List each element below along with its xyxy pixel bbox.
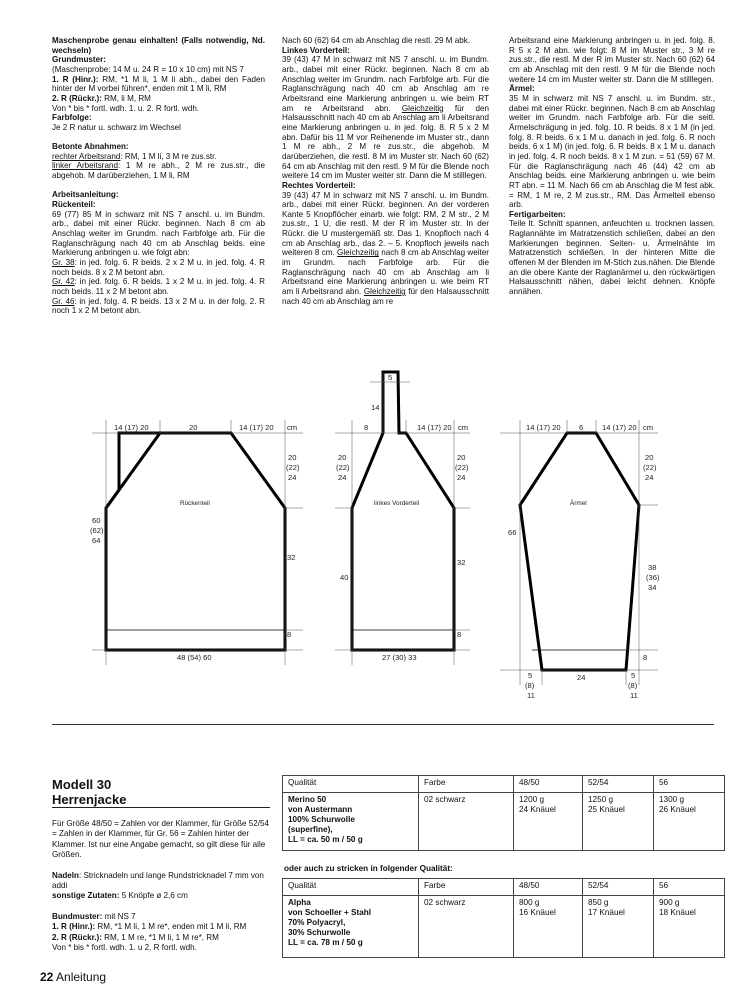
yarn-amount-56: 1300 g 26 Knäuel	[654, 793, 725, 851]
sleeve-schematic	[500, 420, 660, 700]
back-raglan-3: 24	[288, 473, 297, 482]
sleeve-length: 66	[508, 528, 517, 537]
front-neck-3: 24	[338, 473, 347, 482]
yarn-amount-48-50: 800 g 16 Knäuel	[514, 896, 583, 958]
nadeln-info: Nadeln: Stricknadeln und lange Rundstricknadel 7 mm von addi	[52, 870, 264, 891]
pattern-schematics	[0, 366, 750, 706]
yarn-amount-52-54: 1250 g 25 Knäuel	[583, 793, 654, 851]
header-size-48-50: 48/50	[514, 879, 583, 896]
sleeve-bottom-left-3: 11	[527, 691, 535, 700]
front-side-right: 32	[457, 558, 466, 567]
header-size-48-50: 48/50	[514, 776, 583, 793]
yarn-amount-48-50: 1200 g 24 Knäuel	[514, 793, 583, 851]
front-top-right-width: 14 (17) 20	[417, 423, 452, 432]
sleeve-side-2: (36)	[646, 573, 660, 582]
header-size-52-54: 52/54	[583, 879, 654, 896]
sleeve-raglan-2: (22)	[643, 463, 657, 472]
size-info: Für Größe 48/50 = Zahlen vor der Klammer, für Größe 52/54 = Zahlen in der Klammer, für Gr. 56 = Zahlen hinter der Klammer. Ist nur eine Angabe gemacht, so gilt diese für alle Größen.	[52, 819, 270, 860]
rechtes-vorderteil-cont: Arbeitsrand eine Markierung anbringen u. in jed. folg. 8. R 5 x 2 M abn. wie folgt: 8 M im Muster str., 3 M re zus.str., die restl. M der R im Muster str. Nach 60 (62) 64 cm ab Anschlag mit den restl. 9 M für die Blende noch weitere 14 cm im Muster weiter str. Dann die M stilllegen.	[509, 36, 715, 84]
sleeve-bottom-width: 24	[577, 673, 586, 682]
table-row	[283, 896, 725, 958]
grundmuster-row-2: 2. R (Rückr.): RM, li M, RM	[52, 93, 151, 103]
sleeve-bottom-right-3: 11	[630, 691, 638, 700]
linkes-vorderteil-heading: Linkes Vorderteil:	[282, 45, 350, 55]
sleeve-top-right-width: 14 (17) 20	[602, 423, 637, 432]
grundmuster-heading: Grundmuster:	[52, 55, 106, 65]
table-header-row	[283, 879, 725, 896]
farbfolge-heading: Farbfolge:	[52, 113, 92, 123]
column-3	[509, 36, 715, 297]
sleeve-label: Ärmel	[570, 500, 587, 507]
rechtes-vorderteil-heading: Rechtes Vorderteil:	[282, 180, 356, 190]
modell-block	[52, 777, 270, 953]
sleeve-outline	[520, 433, 639, 670]
back-top-left-width: 14 (17) 20	[114, 423, 149, 432]
farbfolge-text: Je 2 R natur u. schwarz im Wechsel	[52, 122, 181, 132]
fertigarbeiten-heading: Fertigarbeiten:	[509, 209, 566, 219]
back-schematic	[90, 420, 303, 665]
size-46-text: Gr. 46: in jed. folg. 4. R beids. 13 x 2 M u. in der folg. 2. R noch 1 x 2 M betont abn.	[52, 296, 265, 316]
front-band-height: 14	[371, 403, 380, 412]
back-raglan-2: (22)	[286, 463, 300, 472]
header-size-56: 56	[654, 879, 725, 896]
back-unit-cm: cm	[287, 423, 298, 432]
sleeve-top-mid-width: 6	[579, 423, 584, 432]
gauge-text: (Maschenprobe: 14 M u. 24 R = 10 x 10 cm) mit NS 7	[52, 64, 244, 74]
sleeve-side-1: 38	[648, 563, 657, 572]
abnahmen-right: rechter Arbeitsrand: RM, 1 M li, 3 M re zus.str.	[52, 151, 217, 161]
front-schematic	[335, 372, 470, 665]
gauge-note: Maschenprobe genau einhalten! (Falls notwendig, Nd. wechseln)	[52, 36, 265, 55]
header-farbe: Farbe	[419, 879, 514, 896]
yarn-quality: Merino 50 von Austermann 100% Schurwolle (superfine), LL = ca. 50 m / 50 g	[283, 793, 419, 851]
column-1	[52, 36, 265, 316]
front-label: linkes Vorderteil	[374, 500, 420, 507]
front-neck-2: (22)	[336, 463, 350, 472]
modell-subtitle: Herrenjacke	[52, 792, 270, 808]
sleeve-bottom-left-1: 5	[528, 671, 533, 680]
rueckenteil-heading: Rückenteil:	[52, 200, 96, 210]
front-raglan-3: 24	[457, 473, 466, 482]
front-band-width: 5	[388, 373, 393, 382]
back-height-3: 64	[92, 536, 101, 545]
yarn-amount-56: 900 g 18 Knäuel	[654, 896, 725, 958]
yarn-amount-52-54: 850 g 17 Knäuel	[583, 896, 654, 958]
header-qualitaet: Qualität	[283, 879, 419, 896]
front-raglan-1: 20	[457, 453, 466, 462]
sleeve-unit-cm: cm	[643, 423, 654, 432]
table-row	[283, 793, 725, 851]
bundmuster-info: Bundmuster: mit NS 7	[52, 911, 136, 921]
back-bottom-width: 48 (54) 60	[177, 653, 212, 662]
linkes-vorderteil-text: 39 (43) 47 M in schwarz mit NS 7 anschl. u. im Bundm. arb., dabei mit einer Rückr. beginnen. Nach 8 cm ab Anschlag weiter im Grundm. nach Farbfolge arb. Für die Raglanschrägung nach 40 cm ab Anschlag am re Arbeitsrand eine Markierung anbringen u. wie beim RT am re Arbeitsrand abn. Gleichzeitig für den Halsausschnitt nach 40 cm ab Anschlag am li Arbeitsrand eine Markierung anbringen u. in jed. folg. 8. R 5 x 2 M abn. Dafür bis 11 M vor Reihenende im Muster str., dann 1 M re abh., 2 M re zus.str., die abgehob. M darüberziehen, die restl. 8 M im Muster str. Nach 60 (62) 64 cm ab Anschlag mit den restl. 9 M für die Blende noch weitere 14 cm im Muster weiter str. Dann die M stilllegen.	[282, 55, 489, 181]
back-side-length: 32	[287, 553, 296, 562]
section-name: Anleitung	[56, 970, 107, 984]
grundmuster-repeat: Von * bis * fortl. wdh. 1. u. 2. R fortl. wdh.	[52, 103, 200, 113]
back-outline	[106, 433, 285, 650]
yarn-color: 02 schwarz	[419, 896, 514, 958]
sleeve-bottom-right-1: 5	[631, 671, 636, 680]
anleitung-heading: Arbeitsanleitung:	[52, 190, 119, 200]
modell-title: Modell 30	[52, 777, 112, 792]
back-rib-height: 8	[287, 630, 292, 639]
bundmuster-row-1: 1. R (Hinr.): RM, *1 M li, 1 M re*, enden mit 1 M li, RM	[52, 922, 247, 932]
sleeve-rib-height: 8	[643, 653, 648, 662]
header-size-52-54: 52/54	[583, 776, 654, 793]
yarn-quality: Alpha von Schoeller + Stahl 70% Polyacryl, 30% Schurwolle LL = ca. 78 m / 50 g	[283, 896, 419, 958]
sleeve-bottom-right-2: (8)	[628, 681, 638, 690]
back-raglan-1: 20	[288, 453, 297, 462]
header-size-56: 56	[654, 776, 725, 793]
grundmuster-row-1: 1. R (Hinr.): RM, *1 M li, 1 M li abh., dabei den Faden hinter der M vorbei führen*, enden mit 1 M li, RM	[52, 74, 265, 94]
size-42-text: Gr. 42: in jed. folg. 6. R beids. 1 x 2 M u. in jed. folg. 4. R noch beids. 11 x 2 M betont abn.	[52, 277, 265, 296]
alternative-yarn-label: oder auch zu stricken in folgender Qualität:	[284, 864, 453, 873]
section-divider	[52, 724, 714, 725]
sleeve-side-3: 34	[648, 583, 657, 592]
front-unit-cm: cm	[458, 423, 469, 432]
back-bind-off: Nach 60 (62) 64 cm ab Anschlag die restl. 29 M abk.	[282, 36, 471, 45]
bundmuster-repeat: Von * bis * fortl. wdh. 1. u 2. R fortl. wdh.	[52, 943, 197, 953]
header-farbe: Farbe	[419, 776, 514, 793]
front-side-left: 40	[340, 573, 349, 582]
yarn-color: 02 schwarz	[419, 793, 514, 851]
page-footer	[40, 970, 106, 984]
rueckenteil-text: 69 (77) 85 M in schwarz mit NS 7 anschl. u. im Bundm. arb., dabei mit einer Rückr. beginnen. Nach 8 cm ab Anschlag weiter im Grundm. nach Farbfolge arb. Für die Raglanschrägung nach 40 cm ab Anschlag beids. eine Markierung anbringen u. wie folgt abn:	[52, 209, 265, 258]
sleeve-bottom-left-2: (8)	[525, 681, 535, 690]
yarn-table-alternative	[282, 878, 725, 958]
aermel-heading: Ärmel:	[509, 84, 535, 94]
abnahmen-heading: Betonte Abnahmen:	[52, 142, 129, 152]
fertigarbeiten-text: Teile lt. Schnitt spannen, anfeuchten u. trocknen lassen. Raglannähte im Matratzenstich schließen, dabei an den Markierungen beginnen. Seiten- u. Ärmelnähte im Matratzenstich schließen. In der hinteren Mitte die offenen M der Blenden im M-Stich zus.nähen. Die Blende an die obere Kante der Raglanärmel u. den rückwärtigen Halsausschnitt nähen, dabei leicht dehnen. Knöpfe annähen.	[509, 219, 715, 297]
bundmuster-row-2: 2. R (Rückr.): RM, 1 M re, *1 M li, 1 M re*, RM	[52, 932, 219, 942]
aermel-text: 35 M in schwarz mit NS 7 anschl. u. im Bundm. str., dabei mit einer Rückr. beginnen. Nach 8 cm ab Anschlag weiter im Grundm. nach Farbfolge arb. Für die seitl. Ärmelschrägung in jed. folg. 10. R beids. 8 x 1 M (in jed. folg. 8. R beids. 6 x 1 M u. danach in jed. folg. 6. R noch beids. 6 x 1 M) (in jed. folg. 6. R beids. 8 x 1 M u. danach in jed. folg. 4. R noch beids. 8 x 1 M zun. = 51 (59) 67 M. Für die Raglanschrägung nach 46 (44) 42 cm ab Anschlag beids. eine Markierung anbringen u. wie beim RT abn. = 11 M. Nach 66 cm ab Anschlag die M fest abk. = RM, 1 M re, 2 M zus.str., RM. Das Ärmelteil ebenso arb.	[509, 93, 715, 210]
table-header-row	[283, 776, 725, 793]
front-bottom-width: 27 (30) 33	[382, 653, 417, 662]
sleeve-raglan-1: 20	[645, 453, 654, 462]
front-outline	[352, 372, 454, 650]
front-neck-1: 20	[338, 453, 347, 462]
rechtes-vorderteil-text: 39 (43) 47 M in schwarz mit NS 7 anschl. u. im Bundm. arb., dabei mit einer Rückr. beginnen. An der vorderen Kante 5 Knopflöcher einarb. wie folgt: RM, 2 M str., 2 M zus.str., 1 U, die restl. M der R im Muster str. In der Rückr. die U mustergemäß str. Das 1. Knopfloch nach 4 cm ab Anschlag arb., das 2. – 5. Knopfloch jeweils nach weiteren 8 cm. Gleichzeitig nach 8 cm ab Anschlag weiter im Grundm. nach Farbfolge arb. Für die Raglanschrägung nach 40 cm ab Anschlag am li Arbeitsrand eine Markierung anbringen u. wie beim RT am li Arbeitsrand abn. Gleichzeitig für den Halsausschnitt nach 40 cm ab Anschlag am re	[282, 190, 489, 306]
front-rib-height: 8	[457, 630, 462, 639]
zutaten-info: sonstige Zutaten: 5 Knöpfe ø 2,6 cm	[52, 891, 188, 901]
abnahmen-left: linker Arbeitsrand: 1 M re abh., 2 M re zus.str., die abgehob. M darüberziehen, 1 M li, RM	[52, 161, 265, 181]
front-top-left-width: 8	[364, 423, 369, 432]
front-raglan-2: (22)	[455, 463, 469, 472]
back-label: Rückenteil	[180, 500, 210, 507]
column-2	[282, 36, 489, 306]
sleeve-top-left-width: 14 (17) 20	[526, 423, 561, 432]
yarn-table-primary	[282, 775, 725, 851]
back-height-2: (62)	[90, 526, 104, 535]
sleeve-raglan-3: 24	[645, 473, 654, 482]
back-height-1: 60	[92, 516, 101, 525]
back-top-mid-width: 20	[189, 423, 198, 432]
back-top-right-width: 14 (17) 20	[239, 423, 274, 432]
header-qualitaet: Qualität	[283, 776, 419, 793]
page-number: 22	[40, 970, 54, 984]
size-38-text: Gr. 38: in jed. folg. 6. R beids. 2 x 2 M u. in jed. folg. 4. R noch beids. 8 x 2 M betont abn.	[52, 257, 265, 277]
